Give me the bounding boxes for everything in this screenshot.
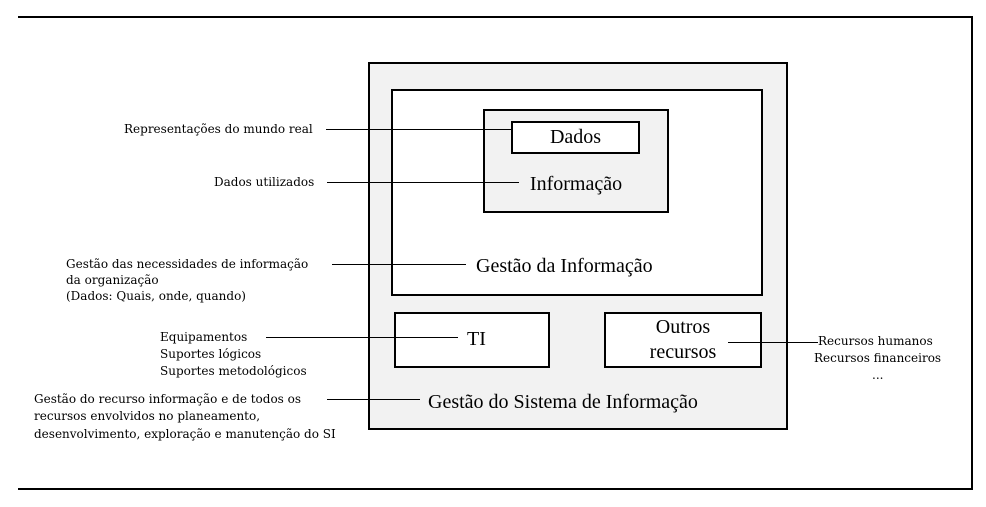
dados-label: Dados bbox=[549, 126, 602, 148]
gestao-sistema-informacao-label: Gestão do Sistema de Informação bbox=[428, 391, 698, 413]
connector-gestao-necessidades bbox=[332, 264, 466, 265]
annotation-ti-3: Suportes metodológicos bbox=[160, 364, 307, 378]
frame-top-line bbox=[18, 16, 973, 18]
frame-bottom-line bbox=[18, 488, 973, 490]
ti-label: TI bbox=[467, 328, 486, 350]
annotation-gestao-recurso-1: Gestão do recurso informação e de todos os bbox=[34, 392, 302, 406]
annotation-ti-2: Suportes lógicos bbox=[160, 347, 262, 361]
outros-recursos-label-line1: Outros bbox=[655, 316, 711, 338]
annotation-gestao-necessidades-3: (Dados: Quais, onde, quando) bbox=[66, 289, 246, 303]
connector-representacoes bbox=[326, 129, 511, 130]
outros-recursos-label-line2: recursos bbox=[649, 341, 717, 363]
annotation-gestao-recurso-2: recursos envolvidos no planeamento, bbox=[34, 409, 261, 423]
annotation-recursos-3: ... bbox=[872, 368, 884, 382]
annotation-representacoes: Representações do mundo real bbox=[124, 122, 313, 136]
gestao-informacao-label: Gestão da Informação bbox=[476, 255, 653, 277]
connector-dados-utilizados bbox=[327, 182, 519, 183]
connector-gestao-recurso bbox=[327, 399, 420, 400]
annotation-gestao-recurso-3: desenvolvimento, exploração e manutenção do SI bbox=[34, 427, 336, 441]
annotation-gestao-necessidades-2: da organização bbox=[66, 273, 159, 287]
connector-outros-recursos bbox=[728, 342, 818, 343]
informacao-label: Informação bbox=[529, 173, 623, 195]
annotation-recursos-1: Recursos humanos bbox=[818, 334, 933, 348]
connector-ti bbox=[266, 337, 458, 338]
annotation-gestao-necessidades-1: Gestão das necessidades de informação bbox=[66, 257, 309, 271]
annotation-dados-utilizados: Dados utilizados bbox=[214, 175, 315, 189]
annotation-ti-1: Equipamentos bbox=[160, 330, 248, 344]
frame-right-line bbox=[971, 16, 973, 490]
annotation-recursos-2: Recursos financeiros bbox=[814, 351, 942, 365]
